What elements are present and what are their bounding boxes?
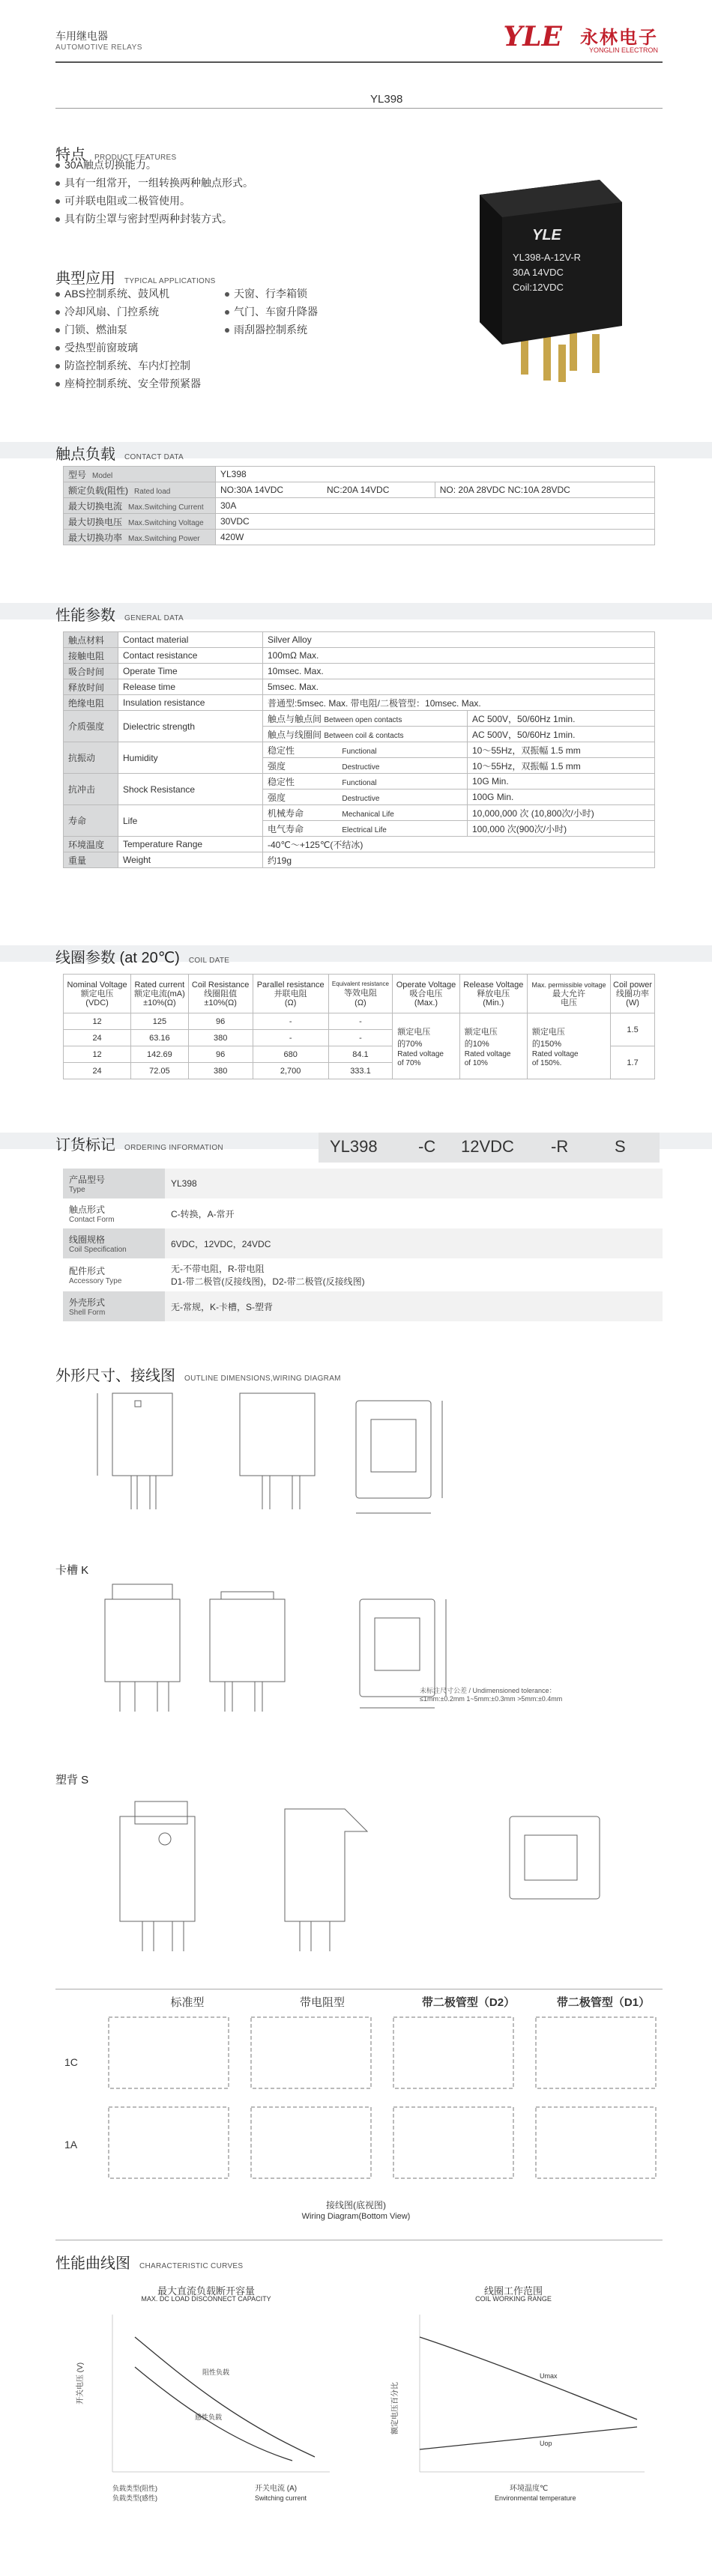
curve2-ylabel: 额定电压百分比 xyxy=(391,2382,399,2434)
table-row: 绝缘电阻 Insulation resistance 普通型:5msec. Max. 带电阻/二极管型：10msec. Max. xyxy=(64,695,655,711)
application-item: ABS控制系统、鼓风机 xyxy=(55,285,201,303)
curve1-xlabel: 开关电流 (A) xyxy=(255,2485,298,2493)
curve1-resistive-line xyxy=(135,2337,315,2457)
table-row: 抗振动 Humidity 稳定性 Functional 10～55Hz，双振幅 1.5 mm xyxy=(64,742,655,758)
contact-title: 触点负载 CONTACT DATA xyxy=(55,446,184,463)
table-row: 24 72.05 380 2,700 333.1 xyxy=(64,1063,655,1079)
header-rule xyxy=(55,61,663,63)
application-item: 受热型前窗玻璃 xyxy=(55,339,201,357)
feature-item: 具有一组常开，一组转换两种触点形式。 xyxy=(55,174,253,192)
curve2-chart xyxy=(375,2307,652,2509)
feature-item: 30A触点切换能力。 xyxy=(55,156,253,174)
code-model: YL398 xyxy=(330,1137,378,1156)
table-row: 产品型号 Type YL398 xyxy=(63,1169,663,1198)
table-row: 最大切换功率 Max.Switching Power 420W xyxy=(64,530,655,545)
curve2-uop-line xyxy=(420,2427,637,2449)
applications-list-right xyxy=(225,285,318,339)
table-row: 触点与线圈间 Between coil & contacts AC 500V，50/60Hz 1min. xyxy=(64,727,655,742)
wiring-head-resistor: 带电阻型 xyxy=(299,1996,345,2009)
application-item: 天窗、行李箱锁 xyxy=(225,285,318,303)
table-row: 吸合时间 Operate Time 10msec. Max. xyxy=(64,664,655,679)
product-label-line2: 30A 14VDC xyxy=(513,267,564,278)
wiring-diagrams xyxy=(105,2013,675,2193)
curve1-legend2: 负载类型(感性) xyxy=(112,2494,157,2502)
table-row: 最大切换电流 Max.Switching Current 30A xyxy=(64,498,655,514)
general-title: 性能参数 GENERAL DATA xyxy=(55,607,184,624)
table-row: 12 142.69 96 680 84.1 1.7 xyxy=(64,1046,655,1063)
ordering-table xyxy=(63,1169,663,1321)
curve1-ann1: 阻性负载 xyxy=(202,2369,230,2376)
applications-list-left xyxy=(55,285,201,393)
table-row: 线圈规格 Coil Specification 6VDC，12VDC，24VDC xyxy=(63,1228,663,1258)
table-row: 24 63.16 380 - - xyxy=(64,1030,655,1046)
kacao-label: 卡槽 K xyxy=(55,1564,89,1577)
table-row: 触点材料 Contact material Silver Alloy xyxy=(64,632,655,648)
table-row: 12 125 96 - - 额定电压 的70% Rated voltage of 70% 额定电压 的10% Rated voltage of 10% 额定电压 的150% Rated voltage of 150%. 1.5 xyxy=(64,1013,655,1030)
curve2-title-en: COIL WORKING RANGE xyxy=(475,2295,552,2303)
table-row: 强度 Destructive 100G Min. xyxy=(64,790,655,805)
wiring-caption-cn: 接线图(底视图) xyxy=(326,2200,386,2210)
table-row: 寿命 Life 机械寿命 Mechanical Life 10,000,000 次 (10,800次/小时) xyxy=(64,805,655,821)
product-label-logo: YLE xyxy=(532,227,561,243)
general-table xyxy=(63,631,655,868)
curves-title: 性能曲线图 CHARACTERISTIC CURVES xyxy=(55,2255,244,2272)
application-item: 防盗控制系统、车内灯控制 xyxy=(55,357,201,375)
table-row: 触点形式 Contact Form C-转换，A-常开 xyxy=(63,1198,663,1228)
application-item: 冷却风扇、门控系统 xyxy=(55,303,201,321)
code-accessory: -R xyxy=(551,1137,569,1156)
table-row: 电气寿命 Electrical Life 100,000 次(900次/小时) xyxy=(64,821,655,837)
product-photo xyxy=(450,165,645,412)
curve1-title: 最大直流负载断开容量 xyxy=(157,2285,255,2297)
table-row: 型号 Model YL398 xyxy=(64,467,655,482)
table-row: 配件形式 Accessory Type 无-不带电阻，R-带电阻 D1-带二极管(反接线图)，D2-带二极管(反接线图) xyxy=(63,1258,663,1291)
curve1-ylabel: 开关电压 (V) xyxy=(76,2362,85,2404)
code-shell: S xyxy=(615,1137,626,1156)
features-title: 特点 PRODUCT FEATURES xyxy=(55,147,177,163)
tolerance-note-2: ≤1mm:±0.2mm 1~5mm:±0.3mm >5mm:±0.4mm xyxy=(420,1695,563,1703)
curve2-umax-line xyxy=(420,2337,637,2419)
curve2-title: 线圈工作范围 xyxy=(483,2285,543,2297)
header-title-en: AUTOMOTIVE RELAYS xyxy=(55,43,142,52)
curve1-ann2: 感性负载 xyxy=(195,2413,223,2421)
product-label-line1: YL398-A-12V-R xyxy=(513,252,582,263)
table-row: 释放时间 Release time 5msec. Max. xyxy=(64,679,655,695)
outline-drawing-kacao xyxy=(60,1577,660,1719)
model-bar xyxy=(55,93,663,109)
curve1-legend1: 负载类型(阻性) xyxy=(112,2485,157,2492)
coil-table xyxy=(63,974,655,1079)
suobei-label: 塑背 S xyxy=(55,1774,89,1786)
header-title-cn: 车用继电器 xyxy=(55,30,108,42)
table-row: 接触电阻 Contact resistance 100mΩ Max. xyxy=(64,648,655,664)
features-list xyxy=(55,156,253,228)
table-row: 强度 Destructive 10～55Hz，双振幅 1.5 mm xyxy=(64,758,655,774)
application-item: 雨刮器控制系统 xyxy=(225,321,318,339)
table-row: 介质强度 Dielectric strength 触点与触点间 Between open contacts AC 500V，50/60Hz 1min. xyxy=(64,711,655,727)
code-coil: 12VDC xyxy=(461,1137,514,1156)
application-item: 座椅控制系统、安全带预紧器 xyxy=(55,375,201,393)
brand-name-cn: 永林电子 xyxy=(580,28,658,48)
curve2-xlabel-en: Environmental temperature xyxy=(495,2494,576,2502)
outline-drawing-standard xyxy=(60,1386,660,1528)
table-row: 额定负载(阻性) Rated load NO:30A 14VDC NC:20A 14VDC NO: 20A 28VDC NC:10A 28VDC xyxy=(64,482,655,498)
wiring-head-standard: 标准型 xyxy=(170,1996,205,2009)
table-row: 重量 Weight 约19g xyxy=(64,852,655,868)
application-item: 门锁、燃油泵 xyxy=(55,321,201,339)
dimensions-title: 外形尺寸、接线图 OUTLINE DIMENSIONS,WIRING DIAGRAM xyxy=(55,1368,341,1384)
code-contact: -C xyxy=(418,1137,436,1156)
applications-title: 典型应用 TYPICAL APPLICATIONS xyxy=(55,270,216,287)
contact-table xyxy=(63,466,655,545)
feature-item: 可并联电阻或二极管使用。 xyxy=(55,192,253,210)
curve2-xlabel: 环境温度℃ xyxy=(510,2485,549,2493)
outline-drawing-suobei xyxy=(60,1786,660,1974)
brand-name-en: YONGLIN ELECTRON xyxy=(588,46,658,54)
curve2-series2: Uop xyxy=(540,2440,552,2447)
table-row: 抗冲击 Shock Resistance 稳定性 Functional 10G Min. xyxy=(64,774,655,790)
curve2-series1: Umax xyxy=(540,2372,558,2380)
ordering-title: 订货标记 ORDERING INFORMATION xyxy=(55,1137,223,1154)
curve1-title-en: MAX. DC LOAD DISCONNECT CAPACITY xyxy=(141,2295,271,2303)
feature-item: 具有防尘罩与密封型两种封装方式。 xyxy=(55,210,253,228)
wiring-head-d2: 带二极管型（D2） xyxy=(421,1996,516,2009)
model-number: YL398 xyxy=(370,93,403,106)
wiring-head-d1: 带二极管型（D1） xyxy=(556,1996,651,2009)
wiring-row-1c: 1C xyxy=(64,2056,78,2068)
table-row: 最大切换电压 Max.Switching Voltage 30VDC xyxy=(64,514,655,530)
product-label-line3: Coil:12VDC xyxy=(513,282,564,293)
application-item: 气门、车窗升降器 xyxy=(225,303,318,321)
table-row: 外壳形式 Shell Form 无-常规，K-卡槽，S-塑背 xyxy=(63,1291,663,1321)
curve1-xlabel-en: Switching current xyxy=(255,2494,307,2502)
curve1-chart xyxy=(67,2307,337,2509)
coil-title: 线圈参数 (at 20℃) COIL DATE xyxy=(55,950,230,966)
wiring-caption-en: Wiring Diagram(Bottom View) xyxy=(301,2212,411,2221)
table-row: Nominal Voltage 额定电压 (VDC) Rated current 额定电流(mA) ±10%(Ω) Coil Resistance 线圈阻值 ±10%(Ω) Parallel resistance 并联电阻 (Ω) Equivalent resistance 等效电阻 (Ω) Operate Voltage 吸合电压 (Max.) Release Voltage 释放电压 (Min.) Max. permissible voltage 最大允许 电压 Coil power 线圈功率 (W) xyxy=(64,975,655,1013)
brand-logo: YLE xyxy=(503,21,562,52)
tolerance-note-1: 未标注尺寸公差 / Undimensioned tolerance： xyxy=(420,1687,556,1694)
wiring-row-1a: 1A xyxy=(64,2139,78,2151)
table-row: 环境温度 Temperature Range -40℃～+125℃(不结冰) xyxy=(64,837,655,852)
